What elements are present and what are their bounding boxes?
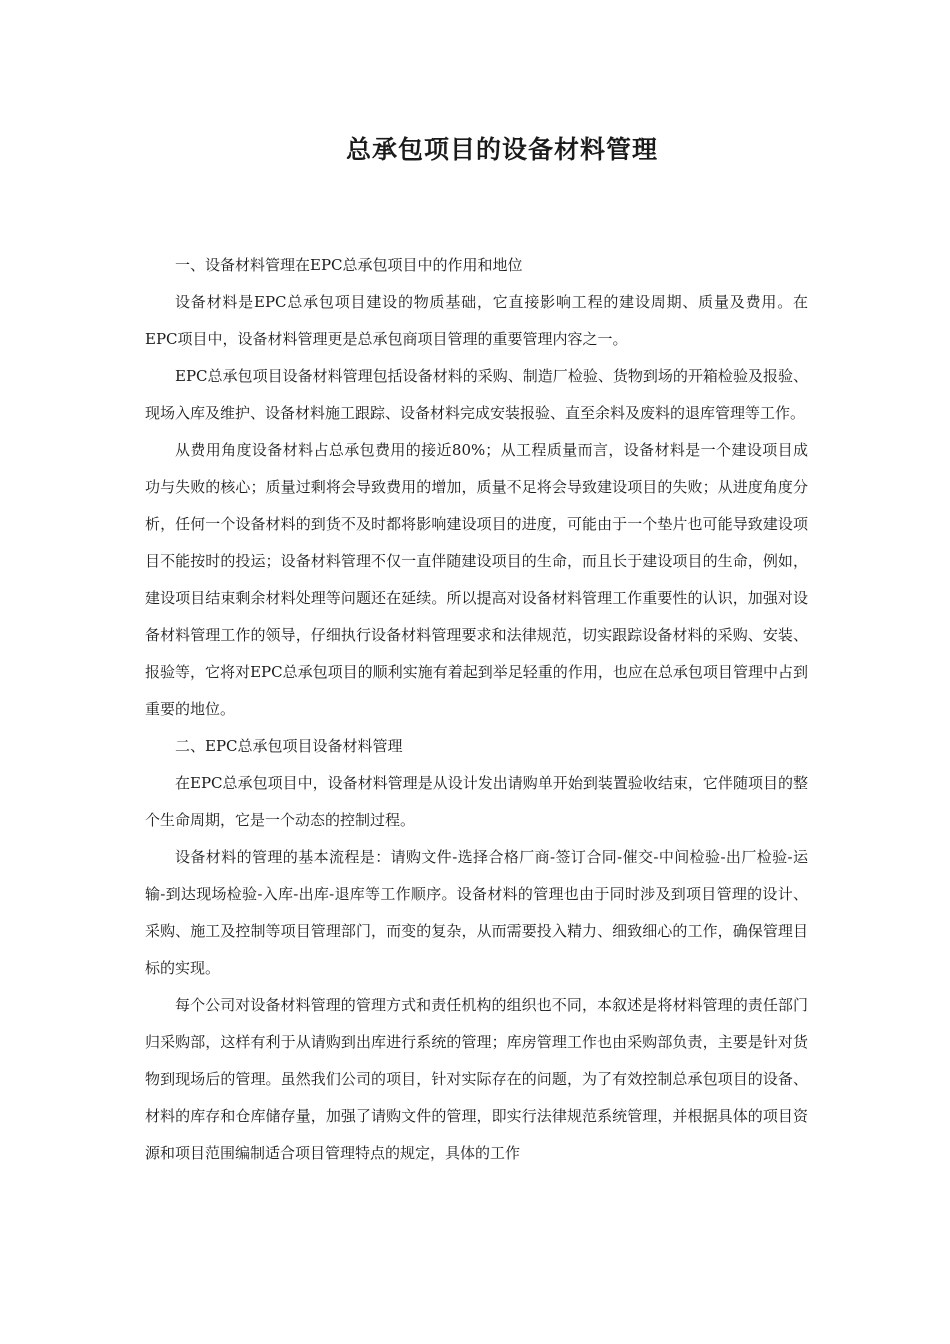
document-title: 总承包项目的设备材料管理 <box>345 135 658 164</box>
section-heading-1: 一、设备材料管理在EPC总承包项目中的作用和地位 <box>175 256 523 274</box>
paragraph-1: 设备材料是EPC总承包项目建设的物质基础，它直接影响工程的建设周期、质量及费用。在EPC项目中，设备材料管理更是总承包商项目管理的重要管理内容之一。 <box>145 293 808 348</box>
paragraph-6: 每个公司对设备材料管理的管理方式和责任机构的组织也不同，本叙述是将材料管理的责任部门归采购部，这样有利于从请购到出库进行系统的管理；库房管理工作也由采购部负责，主要是针对货物到现场后的管理。虽然我们公司的项目，针对实际存在的问题，为了有效控制总承包项目的设备、材料的库存和仓库储存量，加强了请购文件的管理，即实行法律规范系统管理，并根据具体的项目资源和项目范围编制适合项目管理特点的规定，具体的工作 <box>145 996 808 1162</box>
paragraph-4: 在EPC总承包项目中，设备材料管理是从设计发出请购单开始到装置验收结束，它伴随项目的整个生命周期，它是一个动态的控制过程。 <box>145 774 808 829</box>
paragraph-2: EPC总承包项目设备材料管理包括设备材料的采购、制造厂检验、货物到场的开箱检验及报验、现场入库及维护、设备材料施工跟踪、设备材料完成安装报验、直至余料及废料的退库管理等工作。 <box>145 367 808 422</box>
section-heading-2: 二、EPC总承包项目设备材料管理 <box>175 737 403 755</box>
document-body <box>145 247 808 1172</box>
paragraph-3: 从费用角度设备材料占总承包费用的接近80%；从工程质量而言，设备材料是一个建设项目成功与失败的核心；质量过剩将会导致费用的增加，质量不足将会导致建设项目的失败；从进度角度分析，任何一个设备材料的到货不及时都将影响建设项目的进度，可能由于一个垫片也可能导致建设项目不能按时的投运；设备材料管理不仅一直伴随建设项目的生命，而且长于建设项目的生命，例如，建设项目结束剩余材料处理等问题还在延续。所以提高对设备材料管理工作重要性的认识，加强对设备材料管理工作的领导，仔细执行设备材料管理要求和法律规范，切实跟踪设备材料的采购、安装、报验等，它将对EPC总承包项目的顺利实施有着起到举足轻重的作用，也应在总承包项目管理中占到重要的地位。 <box>145 441 808 718</box>
paragraph-5: 设备材料的管理的基本流程是：请购文件-选择合格厂商-签订合同-催交-中间检验-出厂检验-运输-到达现场检验-入库-出库-退库等工作顺序。设备材料的管理也由于同时涉及到项目管理的设计、采购、施工及控制等项目管理部门，而变的复杂，从而需要投入精力、细致细心的工作，确保管理目标的实现。 <box>145 848 808 977</box>
